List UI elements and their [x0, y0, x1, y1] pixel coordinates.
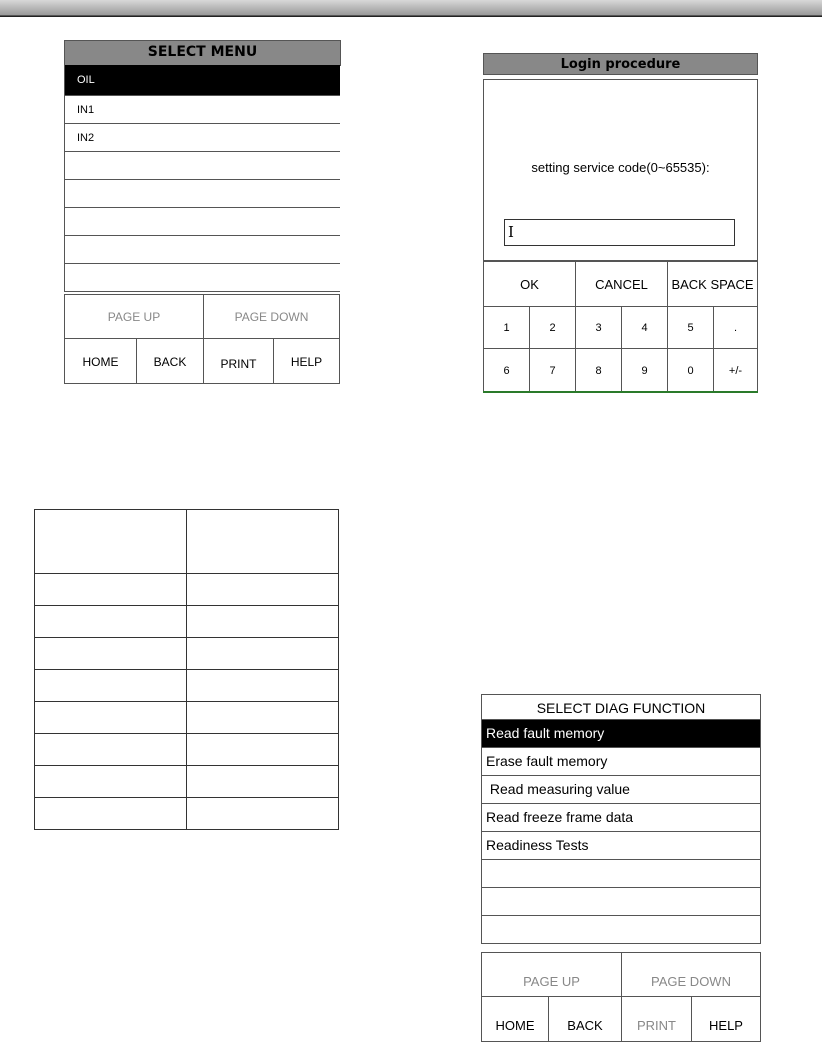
- back-button[interactable]: BACK: [136, 338, 204, 384]
- key-5[interactable]: 5: [667, 306, 714, 349]
- key-1[interactable]: 1: [483, 306, 530, 349]
- menu-item-empty[interactable]: [64, 180, 340, 208]
- menu-item-empty[interactable]: [64, 208, 340, 236]
- key-9[interactable]: 9: [621, 348, 668, 392]
- diag-item-erase-fault-memory[interactable]: Erase fault memory: [481, 748, 761, 776]
- select-menu-title: SELECT MENU: [64, 40, 341, 66]
- table-row: [35, 702, 339, 734]
- table-row: [35, 574, 339, 606]
- table-cell: [187, 574, 339, 606]
- table-cell: [35, 734, 187, 766]
- login-title: Login procedure: [483, 53, 758, 75]
- cancel-button[interactable]: CANCEL: [575, 261, 668, 307]
- table-row: [35, 798, 339, 830]
- diag-page-down-button[interactable]: PAGE DOWN: [621, 952, 761, 997]
- table-cell: [35, 606, 187, 638]
- diag-home-button[interactable]: HOME: [481, 996, 549, 1042]
- menu-item-in2[interactable]: IN2: [64, 124, 340, 152]
- service-code-prompt: setting service code(0~65535):: [531, 160, 710, 175]
- table-cell: [35, 702, 187, 734]
- table-row: [35, 638, 339, 670]
- diag-page-up-button[interactable]: PAGE UP: [481, 952, 622, 997]
- table-cell: [187, 606, 339, 638]
- diag-item-empty[interactable]: [481, 888, 761, 916]
- table-cell: [187, 638, 339, 670]
- key-6[interactable]: 6: [483, 348, 530, 392]
- help-button[interactable]: HELP: [273, 338, 340, 384]
- login-body: [483, 79, 758, 261]
- diag-item-read-fault-memory[interactable]: Read fault memory: [481, 720, 761, 748]
- diag-item-empty[interactable]: [481, 916, 761, 944]
- table-row: [35, 734, 339, 766]
- diag-back-button[interactable]: BACK: [548, 996, 622, 1042]
- table-cell: [187, 734, 339, 766]
- diag-help-button[interactable]: HELP: [691, 996, 761, 1042]
- diag-item-empty[interactable]: [481, 860, 761, 888]
- page-up-button[interactable]: PAGE UP: [64, 294, 204, 339]
- key-2[interactable]: 2: [529, 306, 576, 349]
- empty-table: [34, 509, 339, 830]
- menu-item-in1[interactable]: IN1: [64, 96, 340, 124]
- table-row: [35, 606, 339, 638]
- diag-print-button[interactable]: PRINT: [621, 996, 692, 1042]
- page-down-button[interactable]: PAGE DOWN: [203, 294, 340, 339]
- key-3[interactable]: 3: [575, 306, 622, 349]
- table-cell: [187, 510, 339, 574]
- key-7[interactable]: 7: [529, 348, 576, 392]
- menu-item-oil[interactable]: OIL: [64, 65, 340, 96]
- diag-item-readiness-tests[interactable]: Readiness Tests: [481, 832, 761, 860]
- ok-button[interactable]: OK: [483, 261, 576, 307]
- table-cell: [35, 638, 187, 670]
- diag-title: SELECT DIAG FUNCTION: [481, 694, 761, 720]
- header-divider: [0, 16, 822, 17]
- table-cell: [187, 798, 339, 830]
- diag-item-read-measuring-value[interactable]: Read measuring value: [481, 776, 761, 804]
- table-cell: [35, 798, 187, 830]
- page-header-bar: [0, 0, 822, 16]
- key-plus-minus[interactable]: +/-: [713, 348, 758, 392]
- table-cell: [187, 670, 339, 702]
- diag-item-read-freeze-frame[interactable]: Read freeze frame data: [481, 804, 761, 832]
- home-button[interactable]: HOME: [64, 338, 137, 384]
- service-code-input[interactable]: I: [504, 219, 735, 246]
- backspace-button[interactable]: BACK SPACE: [667, 261, 758, 307]
- menu-item-empty[interactable]: [64, 236, 340, 264]
- select-menu-screen: [64, 40, 341, 388]
- table-row: [35, 766, 339, 798]
- table-cell: [35, 670, 187, 702]
- keypad-bottom-rule: [483, 391, 758, 393]
- key-0[interactable]: 0: [667, 348, 714, 392]
- key-8[interactable]: 8: [575, 348, 622, 392]
- diag-function-screen: [481, 694, 761, 1044]
- table-cell: [35, 510, 187, 574]
- menu-item-empty[interactable]: [64, 264, 340, 292]
- key-4[interactable]: 4: [621, 306, 668, 349]
- key-dot[interactable]: .: [713, 306, 758, 349]
- login-screen: [483, 53, 758, 393]
- table-cell: [35, 574, 187, 606]
- table-cell: [187, 766, 339, 798]
- table-row: [35, 670, 339, 702]
- print-button[interactable]: PRINT: [203, 338, 274, 384]
- table-cell: [35, 766, 187, 798]
- table-cell: [187, 702, 339, 734]
- menu-item-empty[interactable]: [64, 152, 340, 180]
- table-header-row: [35, 510, 339, 574]
